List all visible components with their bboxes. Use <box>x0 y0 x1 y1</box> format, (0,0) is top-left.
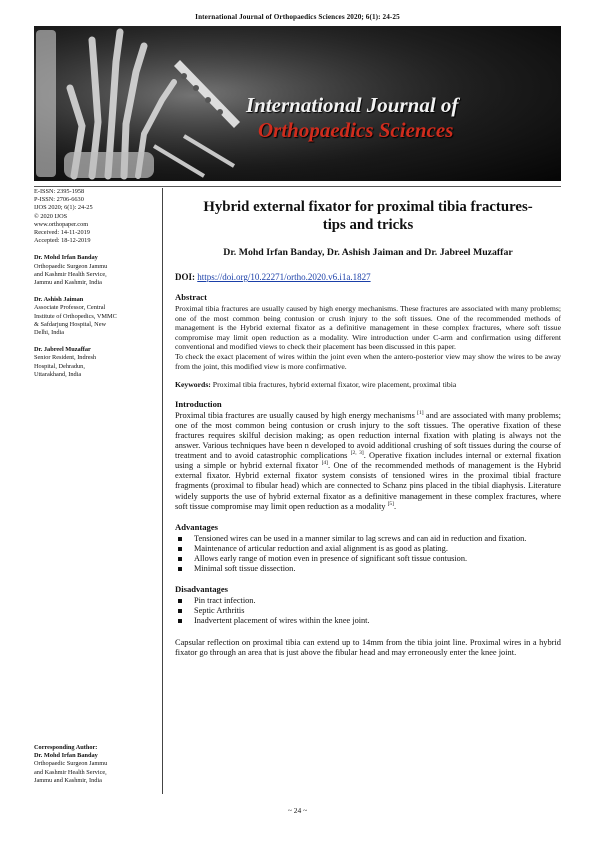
sidebar-author-affiliation: & Safdarjung Hospital, New <box>34 320 107 328</box>
journal-banner <box>34 26 561 181</box>
paper-title-line2: tips and tricks <box>322 217 414 233</box>
intro-text-run: Proximal tibia fractures are usually caused by high energy mechanisms <box>175 411 418 421</box>
corresponding-author-affiliation: Orthopaedic Surgeon Jammu <box>34 760 108 768</box>
disadvantages-list <box>175 596 561 626</box>
sidebar-author-affiliation: Orthopaedic Surgeon Jammu <box>34 262 108 270</box>
advantage-item: Tensioned wires can be used in a manner similar to lag screws and can aid in reduction and fixation. <box>175 534 561 544</box>
article-sidebar <box>34 188 163 794</box>
citation-ref: [4] <box>321 460 328 467</box>
advantage-item: Minimal soft tissue dissection. <box>175 564 561 574</box>
sidebar-author <box>34 254 162 287</box>
citation-ref: [5] <box>387 500 395 507</box>
paper-title-line1: Hybrid external fixator for proximal tibia fractures- <box>203 199 533 215</box>
corresponding-author-affiliation: Jammu and Kashmir, India <box>34 776 102 784</box>
intro-text-run: and are associated with many problems; one of the most common being contusion or crush injury to the soft tissues. The operative fixation of these fractures requires skilful decision making; as open reduction internal fixation with plating is always not the answer. Various techniques have been n developed to avoid additional crushing of soft tissues during the course of treatment and to avoid catastrophic complications <box>175 411 561 461</box>
header-divider <box>34 186 561 187</box>
abstract-heading: Abstract <box>175 292 207 302</box>
intro-text-run: . One of the recommended methods of management is the Hybrid external fixator. Hybrid external fixator system consists of tensioned wires in the proximal tibial fracture fragments (proximal to fibular head) which are connected to Schanz pins placed in the tibial diaphysis. Literature widely supports the use of hybrid external fixator as a definitive management in these complex fractures, where soft tissue compromise may limit open reduction as a modality <box>175 461 561 511</box>
advantages-heading: Advantages <box>175 521 218 532</box>
advantage-item: Maintenance of articular reduction and axial alignment is as good as plating. <box>175 544 561 554</box>
intro-text-run: . <box>394 501 397 511</box>
sidebar-author-affiliation: Uttarakhand, India <box>34 370 82 378</box>
corresponding-author-affiliation: and Kashmir Health Service, <box>34 768 107 776</box>
corresponding-author <box>34 744 160 785</box>
doi-line <box>175 272 561 282</box>
sidebar-author-affiliation: Institute of Orthopedics, VMMC <box>34 312 117 320</box>
sidebar-author-affiliation: Jammu and Kashmir, India <box>34 279 102 287</box>
citation-ref: [2, 3] <box>350 450 364 457</box>
doi-link[interactable]: https://doi.org/10.22271/ortho.2020.v6.i1a.1827 <box>197 272 371 282</box>
citation-ref: [1] <box>417 410 424 417</box>
copyright: © 2020 IJOS <box>34 212 68 220</box>
sidebar-author-affiliation: Delhi, India <box>34 329 65 337</box>
keywords-text: Proximal tibia fractures, hybrid external fixator, wire placement, proximal tibia <box>212 380 457 390</box>
sidebar-author-name: Dr. Jabreel Muzaffar <box>34 346 91 354</box>
disadvantage-item: Pin tract infection. <box>175 596 561 606</box>
banner-title-line1: International Journal of <box>246 93 459 117</box>
sidebar-author <box>34 346 162 379</box>
abstract-paragraph: Proximal tibia fractures are usually caused by high energy mechanisms. These fractures are associated with many problems; one of the most common being contusion or crush injury to the soft tissues. One of the recommended methods of management is the Hybrid external fixator as a definitive management in these complex fractures, where soft tissue compromise may limit open reduction as a modality. Wire introduction under C-arm and confirmation using different conventional and modified views to check their placement has been discussed in this paper. <box>175 304 561 352</box>
corresponding-author-name: Dr. Mohd Irfan Banday <box>34 752 98 760</box>
sidebar-author-affiliation: Associate Professor, Central <box>34 304 106 312</box>
disadvantages-heading: Disadvantages <box>175 584 229 594</box>
introduction-paragraph <box>175 411 561 511</box>
journal-meta <box>34 188 162 245</box>
article-body <box>175 198 561 658</box>
sidebar-author-affiliation: and Kashmir Health Service, <box>34 270 107 278</box>
keywords-label: Keywords: <box>175 380 211 390</box>
paper-title <box>175 198 561 234</box>
eissn: E-ISSN: 2395-1958 <box>34 188 85 195</box>
capsular-paragraph: Capsular reflection on proximal tibia can extend up to 14mm from the tibia joint line. Proximal wires in a hybrid fixator go through an area that is just above the fibular head and may erroneously enter the knee joint. <box>175 638 561 658</box>
doi-label: DOI: <box>175 272 195 282</box>
intro-text-run: . Operative fixation includes internal or external fixation using a simple or hybrid external fixator <box>175 451 561 471</box>
sidebar-author-affiliation: Hospital, Dehradun, <box>34 362 85 370</box>
sidebar-author-affiliation: Senior Resident, Indresh <box>34 354 97 362</box>
pissn: P-ISSN: 2706-6630 <box>34 196 84 204</box>
page-number: ~ 24 ~ <box>287 806 308 815</box>
sidebar-author <box>34 296 162 337</box>
sidebar-author-name: Dr. Mohd Irfan Banday <box>34 254 98 262</box>
introduction-heading: Introduction <box>175 399 222 410</box>
abstract-paragraph: To check the exact placement of wires within the joint even when the antero-posterior view may show the wires to be away from the joint, this modified view is more confirmative. <box>175 351 561 371</box>
advantages-list <box>175 534 561 574</box>
banner-title-line2: Orthopaedics Sciences <box>258 118 454 142</box>
sidebar-author-name: Dr. Ashish Jaiman <box>34 296 84 304</box>
received-date: Received: 14-11-2019 <box>34 229 90 237</box>
accepted-date: Accepted: 18-12-2019 <box>34 237 91 245</box>
advantage-item: Allows early range of motion even in presence of significant soft tissue contusion. <box>175 554 561 564</box>
issue-ref: IJOS 2020; 6(1): 24-25 <box>34 204 93 212</box>
corresponding-author-label: Corresponding Author: <box>34 744 98 751</box>
journal-website: www.orthopaper.com <box>34 220 89 228</box>
author-list: Dr. Mohd Irfan Banday, Dr. Ashish Jaiman and Dr. Jabreel Muzaffar <box>223 247 513 258</box>
journal-header: International Journal of Orthopaedics Sciences 2020; 6(1): 24-25 <box>195 13 400 21</box>
disadvantage-item: Septic Arthritis <box>175 606 561 616</box>
keywords-line <box>175 380 561 389</box>
disadvantage-item: Inadvertent placement of wires within the knee joint. <box>175 616 561 626</box>
